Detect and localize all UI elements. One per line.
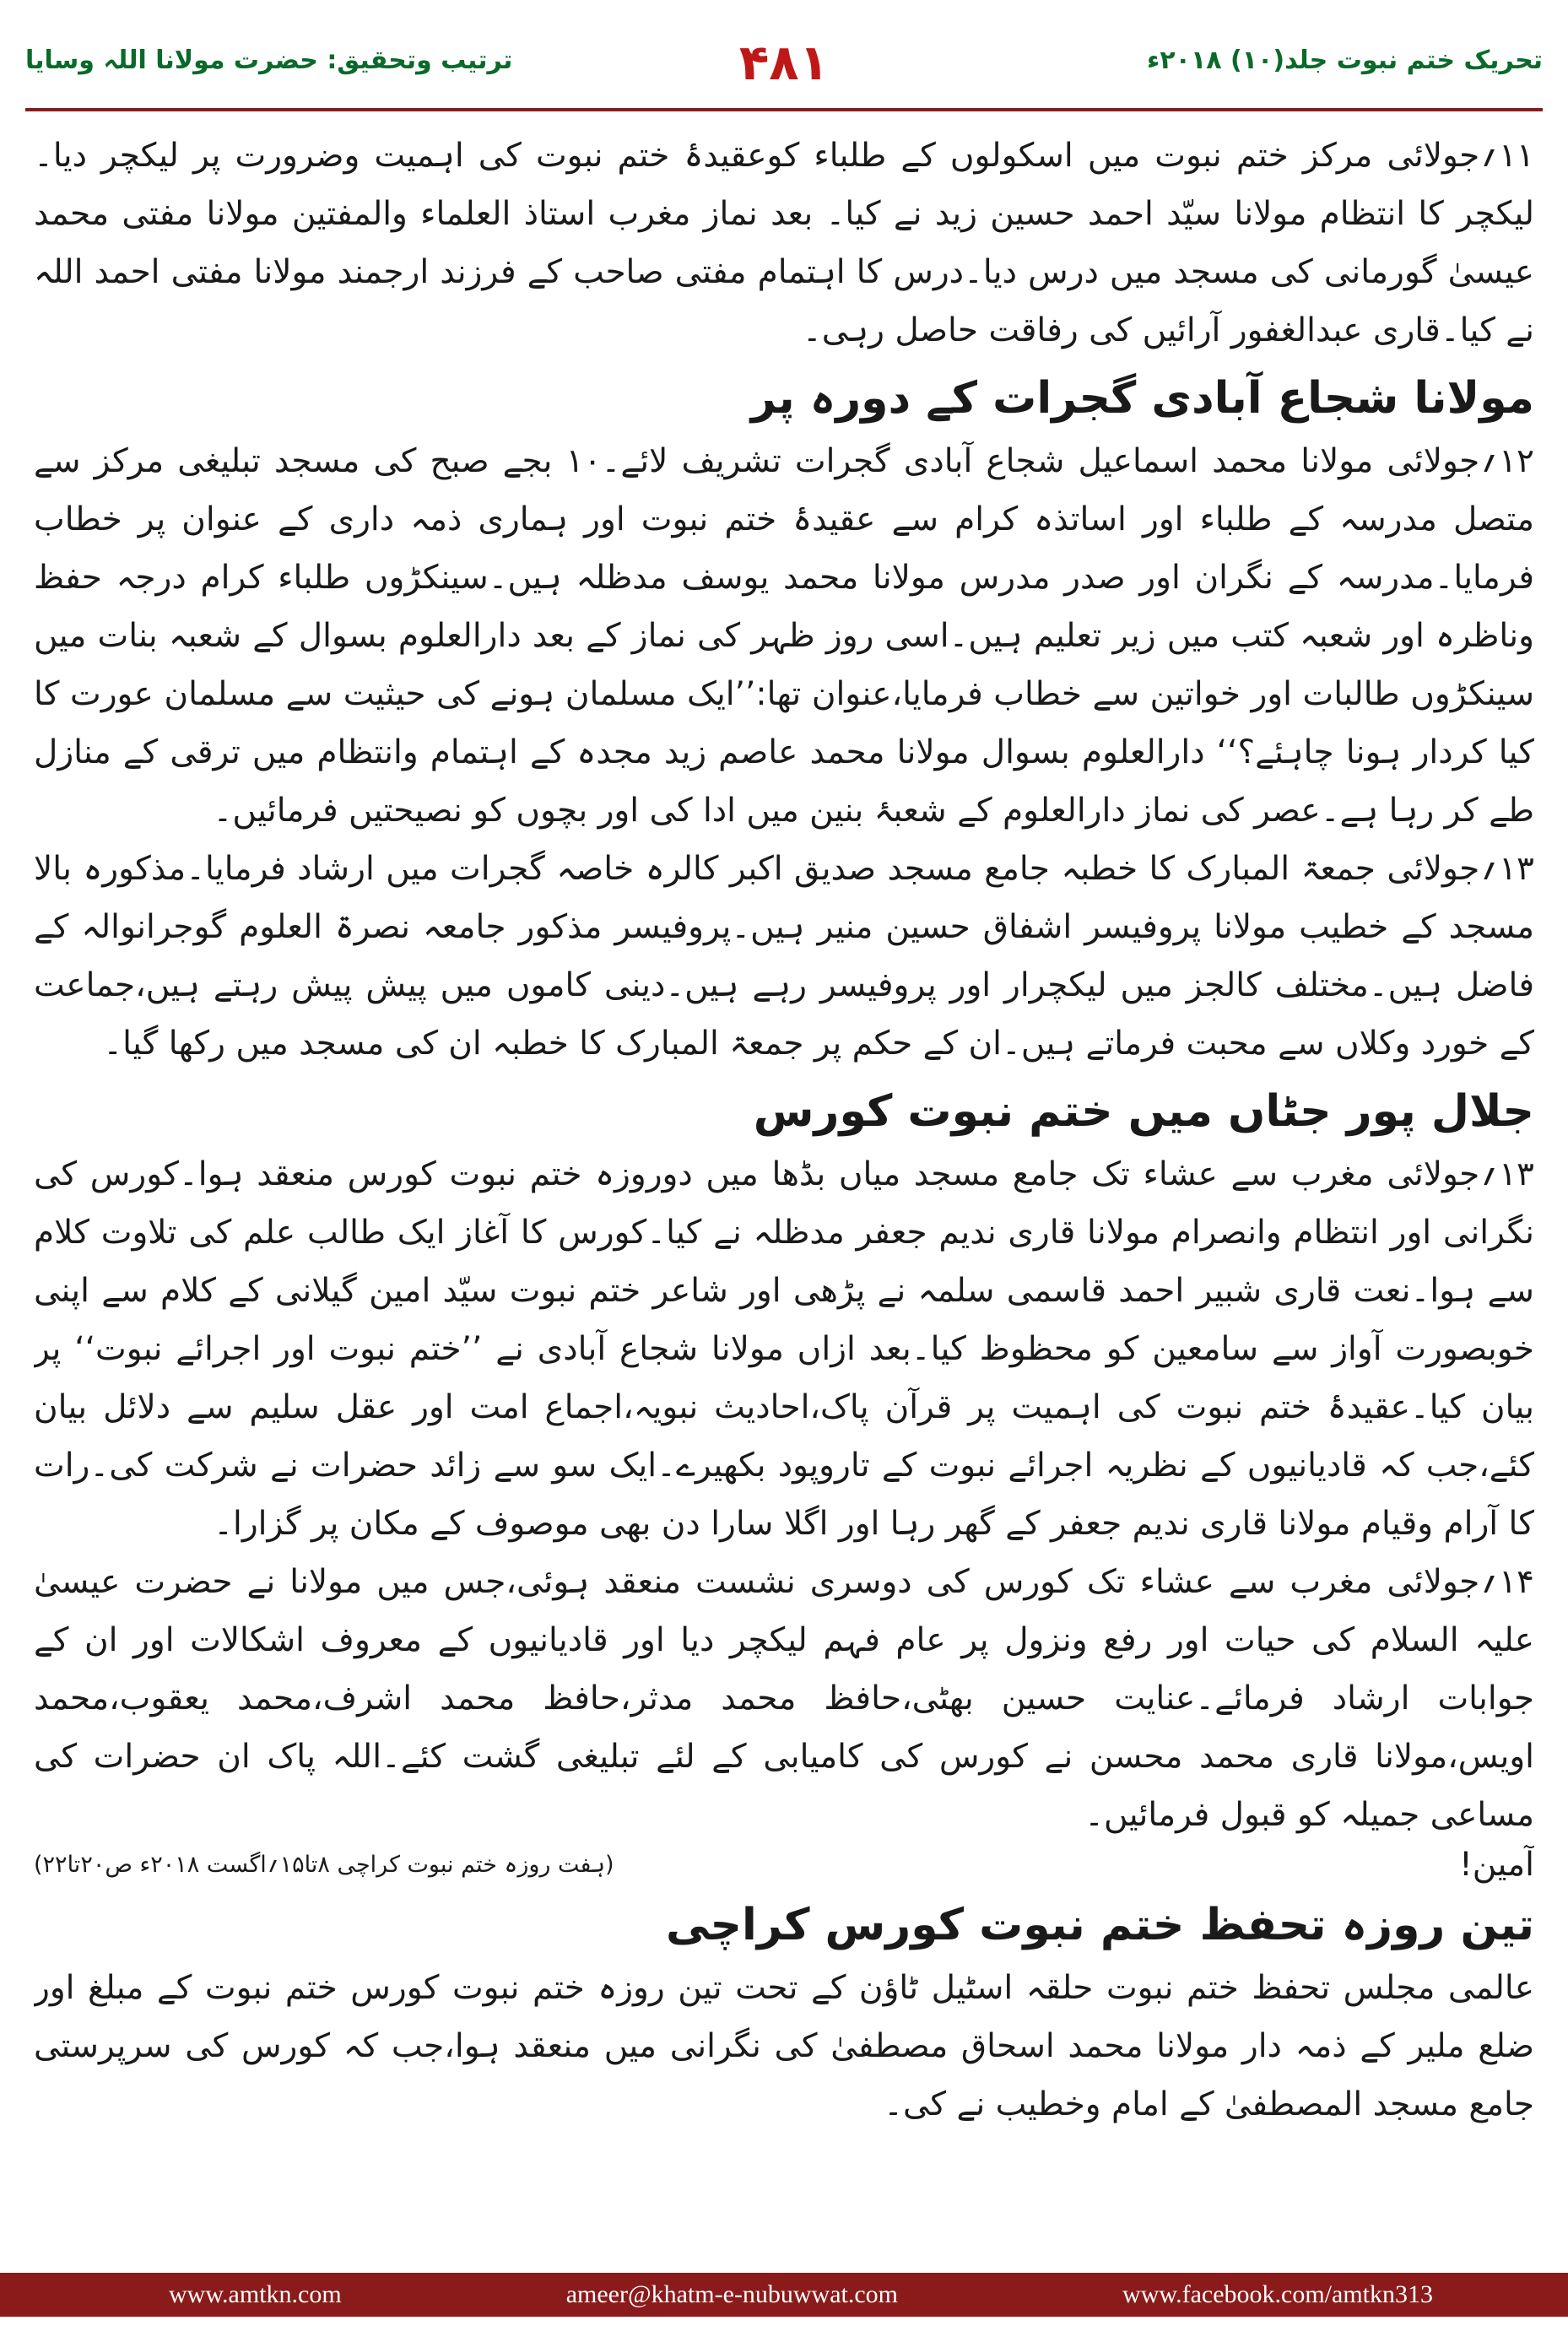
page-header (25, 34, 1543, 101)
amen-text: آمین! (1459, 1846, 1534, 1884)
section-heading: جلال پور جٹاں میں ختم نبوت کورس (753, 1086, 1534, 1137)
paragraph: ۱۲؍جولائی مولانا محمد اسماعیل شجاع آبادی گجرات تشریف لائے۔۱۰ بجے صبح کی مسجد تبلیغی مرکز سے متصل مدرسہ کے طلباء اور اساتذہ کرام سے عقیدۂ ختم نبوت اور ہماری ذمہ داری کے عنوان پر خطاب فرمایا۔مدرسہ کے نگران اور صدر مدرس مولانا محمد یوسف مدظلہ ہیں۔سینکڑوں طلباء کرام درجہ حفظ وناظرہ اور شعبہ کتب میں زیر تعلیم ہیں۔اسی روز ظہر کی نماز کے بعد دارالعلوم بسوال کے شعبہ بنات میں سینکڑوں طالبات اور خواتین سے خطاب فرمایا،عنوان تھا:’’ایک مسلمان ہونے کی حیثیت سے مسلمان عورت کا کیا کردار ہونا چاہئے؟‘‘ دارالعلوم بسوال مولانا محمد عاصم زید مجدہ کے اہتمام وانتظام میں ترقی کے منازل طے کر رہا ہے۔عصر کی نماز دارالعلوم کے شعبۂ بنین میں ادا کی اور بچوں کو نصیحتیں فرمائیں۔ (34, 442, 1534, 830)
page-number: ۴۸۱ (738, 34, 830, 91)
header-divider (25, 108, 1543, 111)
journal-title: تحریک ختم نبوت جلد(۱۰) ۲۰۱۸ء (1146, 46, 1543, 75)
source-citation: (ہفت روزہ ختم نبوت کراچی ۸تا۱۵؍اگست ۲۰۱۸ء ص۲۰تا۲۲) (34, 1852, 614, 1878)
facebook-link[interactable]: www.facebook.com/amtkn313 (1122, 2280, 1433, 2308)
website-link[interactable]: www.amtkn.com (169, 2280, 342, 2308)
paragraph: عالمی مجلس تحفظ ختم نبوت حلقہ اسٹیل ٹاؤن کے تحت تین روزہ ختم نبوت کورس ختم نبوت کے مبلغ اور ضلع ملیر کے ذمہ دار مولانا محمد اسحاق مصطفیٰ کی نگرانی میں منعقد ہوا،جب کہ کورس کی سرپرستی جامع مسجد المصطفیٰ کے امام وخطیب نے کی۔ (34, 1969, 1534, 2123)
footer-bar (0, 2273, 1568, 2317)
compiler-credit: ترتیب وتحقیق: حضرت مولانا اللہ وسایا (25, 46, 513, 75)
email-link[interactable]: ameer@khatm-e-nubuwwat.com (565, 2280, 899, 2308)
paragraph: ۱۱؍جولائی مرکز ختم نبوت میں اسکولوں کے طلباء کوعقیدۂ ختم نبوت کی اہمیت وضرورت پر لیکچر دیا۔لیکچر کا انتظام مولانا سیّد احمد حسین زید نے کیا۔ بعد نماز مغرب استاذ العلماء والمفتین مولانا مفتی محمد عیسیٰ گورمانی کی مسجد میں درس دیا۔درس کا اہتمام مفتی صاحب کے فرزند ارجمند مولانا مفتی احمد اللہ نے کیا۔قاری عبدالغفور آرائیں کی رفاقت حاصل رہی۔ (34, 137, 1534, 349)
paragraph: ۱۳؍جولائی جمعۃ المبارک کا خطبہ جامع مسجد صدیق اکبر کالرہ خاصہ گجرات میں ارشاد فرمایا۔مذکورہ بالا مسجد کے خطیب مولانا پروفیسر اشفاق حسین منیر ہیں۔پروفیسر مذکور جامعہ نصرۃ العلوم گوجرانوالہ کے فاضل ہیں۔مختلف کالجز میں لیکچرار اور پروفیسر رہے ہیں۔دینی کاموں میں پیش پیش رہتے ہیں،جماعت کے خورد وکلاں سے محبت فرماتے ہیں۔ان کے حکم پر جمعۃ المبارک کا خطبہ ان کی مسجد میں رکھا گیا۔ (34, 850, 1534, 1063)
section-heading: تین روزہ تحفظ ختم نبوت کورس کراچی (665, 1900, 1534, 1950)
paragraph: ۱۳؍جولائی مغرب سے عشاء تک جامع مسجد میاں بڈھا میں دوروزہ ختم نبوت کورس منعقد ہوا۔کورس کی نگرانی اور انتظام وانصرام مولانا قاری ندیم جعفر مدظلہ نے کیا۔کورس کا آغاز ایک طالب علم کی تلاوت کلام سے ہوا۔نعت قاری شبیر احمد قاسمی سلمہ نے پڑھی اور شاعر ختم نبوت سیّد امین گیلانی کے کلام سے اپنی خوبصورت آواز سے سامعین کو محظوظ کیا۔بعد ازاں مولانا شجاع آبادی نے ’’ختم نبوت اور اجرائے نبوت‘‘ پر بیان کیا۔عقیدۂ ختم نبوت کی اہمیت پر قرآن پاک،احادیث نبویہ،اجماع امت اور عقل سلیم سے دلائل بیان کئے،جب کہ قادیانیوں کے نظریہ اجرائے نبوت کے تاروپود بکھیرے۔ایک سو سے زائد حضرات نے شرکت کی۔رات کا آرام وقیام مولانا قاری ندیم جعفر کے گھر رہا اور اگلا سارا دن بھی موصوف کے مکان پر گزارا۔ (34, 1155, 1534, 1543)
closing-row (34, 1844, 1534, 1886)
paragraph: ۱۴؍جولائی مغرب سے عشاء تک کورس کی دوسری نشست منعقد ہوئی،جس میں مولانا نے حضرت عیسیٰ علیہ السلام کی حیات اور رفع ونزول پر عام فہم لیکچر دیا اور قادیانیوں کے معروف اشکالات اور ان کے جوابات ارشاد فرمائے۔عنایت حسین بھٹی،حافظ محمد مدثر،حافظ محمد اشرف،محمد یعقوب،محمد اویس،مولانا قاری محمد محسن نے کورس کی کامیابی کے لئے تبلیغی گشت کئے۔اللہ پاک ان حضرات کی مساعی جمیلہ کو قبول فرمائیں۔ (34, 1563, 1534, 1834)
article-body (34, 127, 1534, 2232)
section-heading: مولانا شجاع آبادی گجرات کے دورہ پر (750, 373, 1534, 424)
